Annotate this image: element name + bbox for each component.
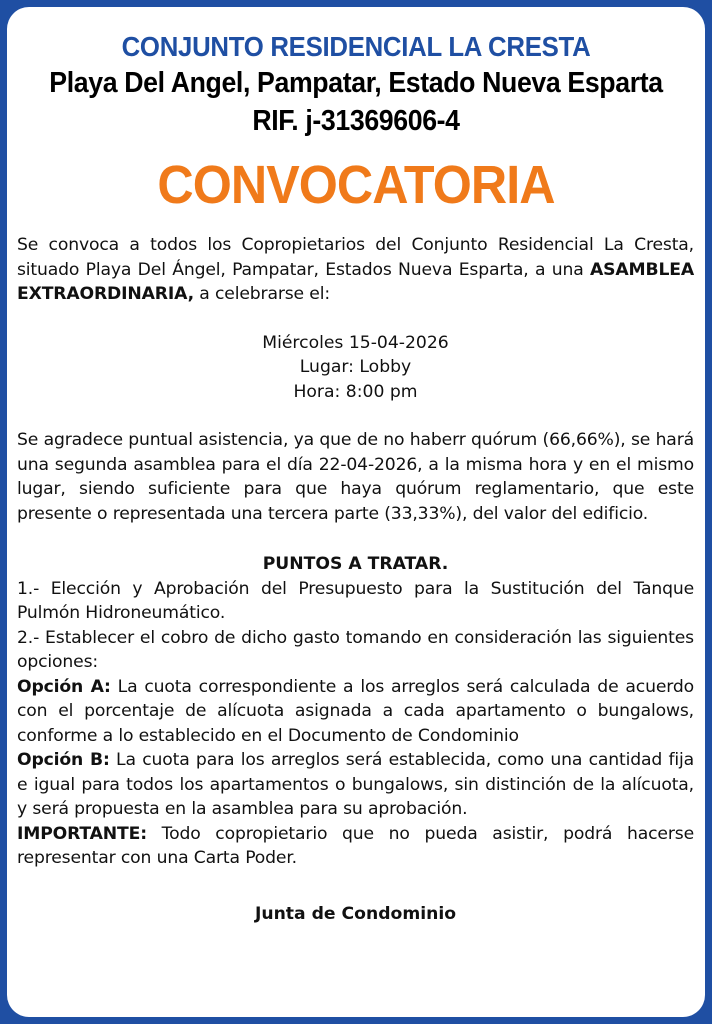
agenda-points (17, 577, 694, 871)
quorum-paragraph: Se agradece puntual asistencia, ya que de no haberr quórum (66,66%), se hará una segunda asamblea para el día 22-04-2026, a la misma hora y en el mismo lugar, siendo suficiente para que haya quórum reglamentario, que este presente o representada una tercera parte (33,33%), del valor del edificio. (17, 430, 694, 524)
agenda-item-1: 1.- Elección y Aprobación del Presupuesto para la Sustitución del Tanque Pulmón Hidroneumático. (17, 578, 694, 623)
intro-paragraph (17, 233, 694, 307)
notice-card (7, 7, 705, 1017)
notice-body (7, 233, 705, 926)
org-name: CONJUNTO RESIDENCIAL LA CRESTA (121, 31, 591, 62)
option-a-text: La cuota correspondiente a los arreglos será calculada de acuerdo con el porcentaje de alícuota asignada a cada apartamento o bungalows, conforme a lo establecido en el Documento de Condominio (17, 676, 694, 746)
important-label: IMPORTANTE: (17, 823, 147, 844)
intro-text-after: a celebrarse el: (193, 284, 330, 304)
option-b-text: La cuota para los arreglos será establecida, como una cantidad fija e igual para todos los apartamentos o bungalows, sin distinción de la alícuota, y será propuesta en la asamblea para su aprobación. (17, 750, 694, 819)
option-b-label: Opción B: (17, 750, 110, 770)
meeting-date: Miércoles 15-04-2026 (262, 332, 449, 353)
header (7, 30, 705, 216)
meeting-time: Hora: 8:00 pm (293, 381, 418, 402)
important-note (17, 822, 694, 871)
agenda-item-2: 2.- Establecer el cobro de dicho gasto tomando en consideración las siguientes opciones: (17, 627, 694, 672)
important-text: Todo copropietario que no pueda asistir, podrá hacerse representar con una Carta Poder. (17, 823, 694, 868)
signature: Junta de Condominio (254, 903, 457, 924)
address: Playa Del Angel, Pampatar, Estado Nueva Esparta (49, 67, 663, 99)
notice-title: CONVOCATORIA (157, 155, 555, 215)
option-b (17, 748, 694, 822)
meeting-place: Lugar: Lobby (299, 357, 412, 377)
option-a (17, 675, 694, 749)
option-a-label: Opción A: (17, 676, 111, 697)
assembly-type: ASAMBLEA EXTRAORDINARIA, (17, 259, 694, 304)
rif-number: RIF. j-31369606-4 (252, 105, 460, 137)
intro-text-before: Se convoca a todos los Copropietarios del Conjunto Residencial La Cresta, situado Playa Del Ángel, Pampatar, Estados Nueva Esparta, a una (17, 235, 694, 280)
points-heading: PUNTOS A TRATAR. (262, 554, 449, 574)
meeting-details (17, 331, 694, 405)
